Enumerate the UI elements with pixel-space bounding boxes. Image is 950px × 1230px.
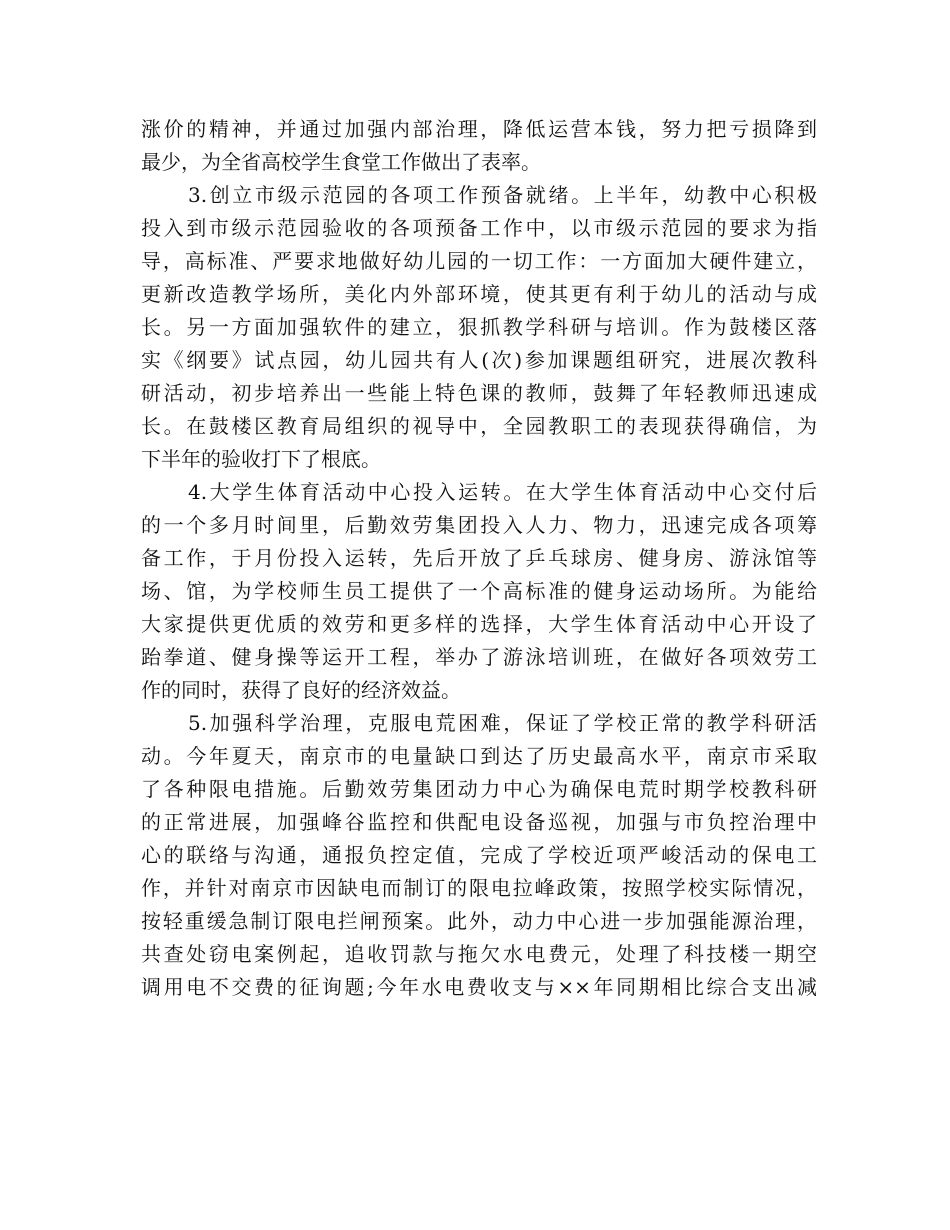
text-line: 的正常进展，加强峰谷监控和供配电设备巡视，加强与市负控治理中 — [141, 810, 817, 834]
paragraph-first-line: 4.大学生体育活动中心投入运转。在大学生体育活动中心交付后 — [188, 480, 817, 504]
text-line: 涨价的精神，并通过加强内部治理，降低运营本钱，努力把亏损降到 — [141, 117, 817, 141]
text-line: 调用电不交费的征询题;今年水电费收支与××年同期相比综合支出减 — [141, 975, 817, 999]
document-body — [141, 113, 817, 1004]
text-line: 按轻重缓急制订限电拦闸预案。此外，动力中心进一步加强能源治理， — [141, 909, 817, 933]
text-line: 作的同时，获得了良好的经济效益。 — [141, 678, 461, 702]
text-line: 共查处窃电案例起，追收罚款与拖欠水电费元，处理了科技楼一期空 — [141, 942, 817, 966]
text-line: 下半年的验收打下了根底。 — [141, 447, 381, 471]
text-line: 跆拳道、健身操等运开工程，举办了游泳培训班，在做好各项效劳工 — [141, 645, 817, 669]
text-line: 长。另一方面加强软件的建立，狠抓教学科研与培训。作为鼓楼区落 — [141, 315, 817, 339]
text-line: 心的联络与沟通，通报负控定值，完成了学校近项严峻活动的保电工 — [141, 843, 817, 867]
paragraph-first-line: 3.创立市级示范园的各项工作预备就绪。上半年，幼教中心积极 — [188, 183, 817, 207]
text-line: 长。在鼓楼区教育局组织的视导中，全园教职工的表现获得确信，为 — [141, 414, 817, 438]
text-line: 实《纲要》试点园，幼儿园共有人(次)参加课题组研究，进展次教科 — [141, 348, 817, 372]
text-line: 最少，为全省高校学生食堂工作做出了表率。 — [141, 150, 541, 174]
text-line: 研活动，初步培养出一些能上特色课的教师，鼓舞了年轻教师迅速成 — [141, 381, 817, 405]
text-line: 大家提供更优质的效劳和更多样的选择，大学生体育活动中心开设了 — [141, 612, 817, 636]
text-line: 投入到市级示范园验收的各项预备工作中，以市级示范园的要求为指 — [141, 216, 817, 240]
text-line: 的一个多月时间里，后勤效劳集团投入人力、物力，迅速完成各项筹 — [141, 513, 817, 537]
text-line: 场、馆，为学校师生员工提供了一个高标准的健身运动场所。为能给 — [141, 579, 817, 603]
text-line: 更新改造教学场所，美化内外部环境，使其更有利于幼儿的活动与成 — [141, 282, 817, 306]
paragraph-first-line: 5.加强科学治理，克服电荒困难，保证了学校正常的教学科研活 — [188, 711, 817, 735]
text-line: 动。今年夏天，南京市的电量缺口到达了历史最高水平，南京市采取 — [141, 744, 817, 768]
text-line: 作，并针对南京市因缺电而制订的限电拉峰政策，按照学校实际情况， — [141, 876, 817, 900]
text-line: 备工作，于月份投入运转，先后开放了乒乓球房、健身房、游泳馆等 — [141, 546, 817, 570]
text-line: 导，高标准、严要求地做好幼儿园的一切工作：一方面加大硬件建立， — [141, 249, 817, 273]
text-line: 了各种限电措施。后勤效劳集团动力中心为确保电荒时期学校教科研 — [141, 777, 817, 801]
